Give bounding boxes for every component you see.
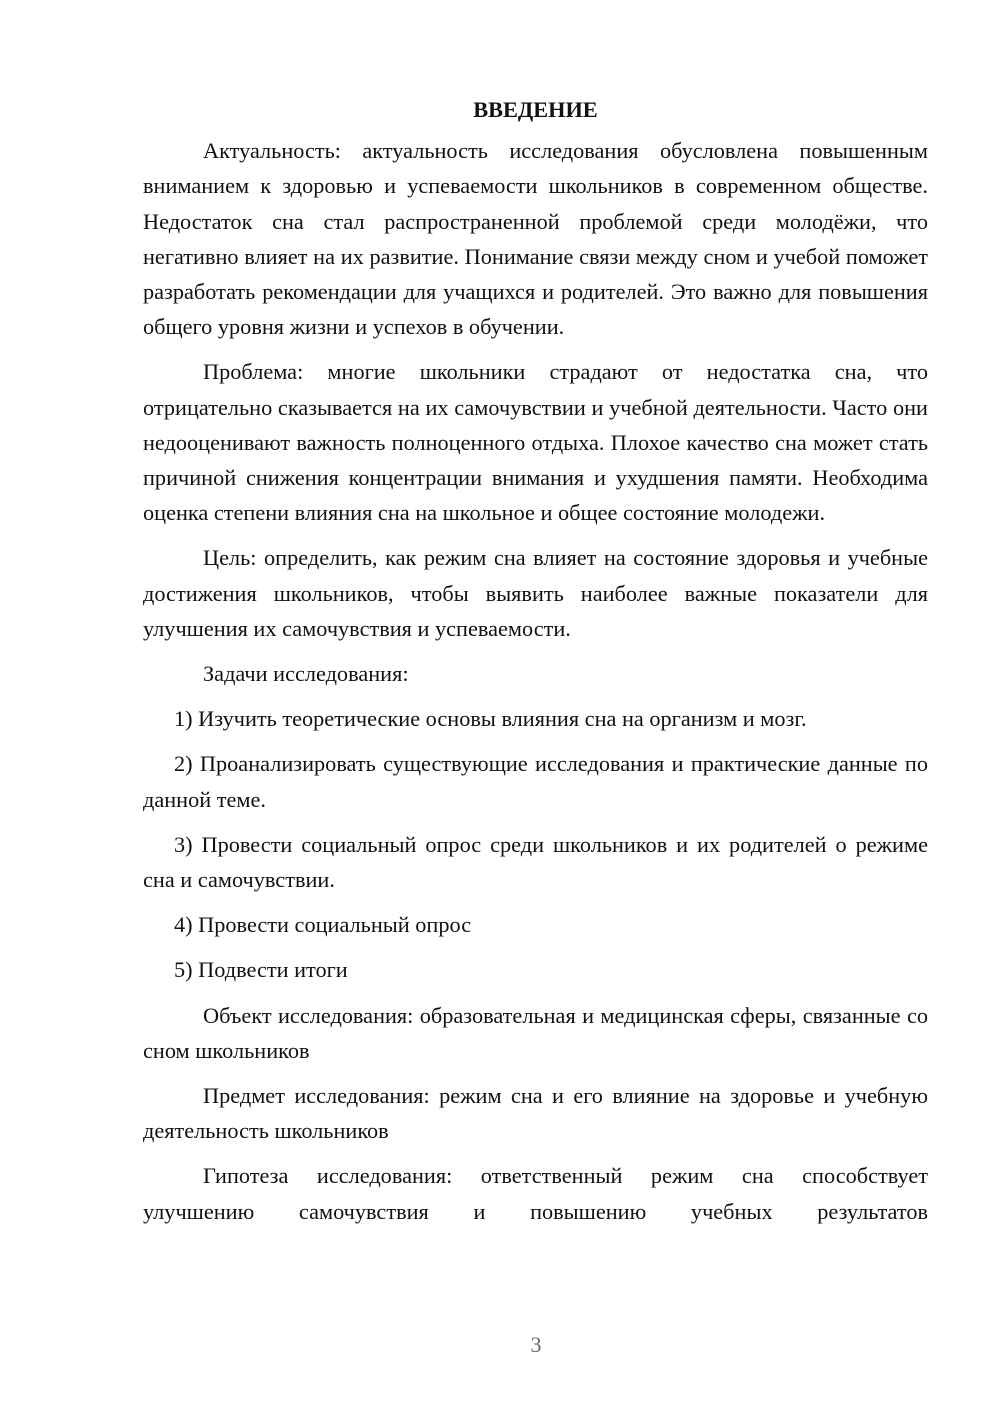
page-content (143, 92, 928, 1239)
task-item-1: 1) Изучить теоретические основы влияния сна на организм и мозг. (174, 706, 807, 732)
task-item-4: 4) Провести социальный опрос (174, 912, 472, 938)
paragraph-goal: Цель: определить, как режим сна влияет на состояние здоровья и учебные достижения школьников, чтобы выявить наиболее важные показатели для улучшения их самочувствия и успеваемости. (143, 545, 928, 641)
task-item-5: 5) Подвести итоги (174, 957, 348, 983)
paragraph-object: Объект исследования: образовательная и медицинская сферы, связанные со сном школьников (143, 1002, 928, 1063)
page-number: 3 (530, 1332, 542, 1357)
task-item-2: 2) Проанализировать существующие исследования и практические данные по данной теме. (143, 751, 928, 812)
task-item-3: 3) Провести социальный опрос среди школьников и их родителей о режиме сна и самочувствии. (143, 831, 928, 893)
paragraph-problem: Проблема: многие школьники страдают от недостатка сна, что отрицательно сказывается на их самочувствии и учебной деятельности. Часто они недооценивают важность полноценного отдыха. Плохое качество сна может стать причиной снижения концентрации внимания и ухудшения памяти. Необходима оценка степени влияния сна на школьное и общее состояние молодежи. (143, 359, 928, 526)
paragraph-hypothesis: Гипотеза исследования: ответственный режим сна способствует улучшению самочувствия и повышению учебных результатов (143, 1163, 928, 1224)
tasks-heading: Задачи исследования: (203, 661, 409, 687)
page-title: ВВЕДЕНИЕ (473, 97, 598, 122)
paragraph-subject: Предмет исследования: режим сна и его влияние на здоровье и учебную деятельность школьников (143, 1083, 928, 1144)
paragraph-relevance: Актуальность: актуальность исследования обусловлена повышенным вниманием к здоровью и успеваемости школьников в современном обществе. Недостаток сна стал распространенной проблемой среди молодёжи, что негативно влияет на их развитие. Понимание связи между сном и учебой поможет разработать рекомендации для учащихся и родителей. Это важно для повышения общего уровня жизни и успехов в обучении. (143, 138, 928, 340)
